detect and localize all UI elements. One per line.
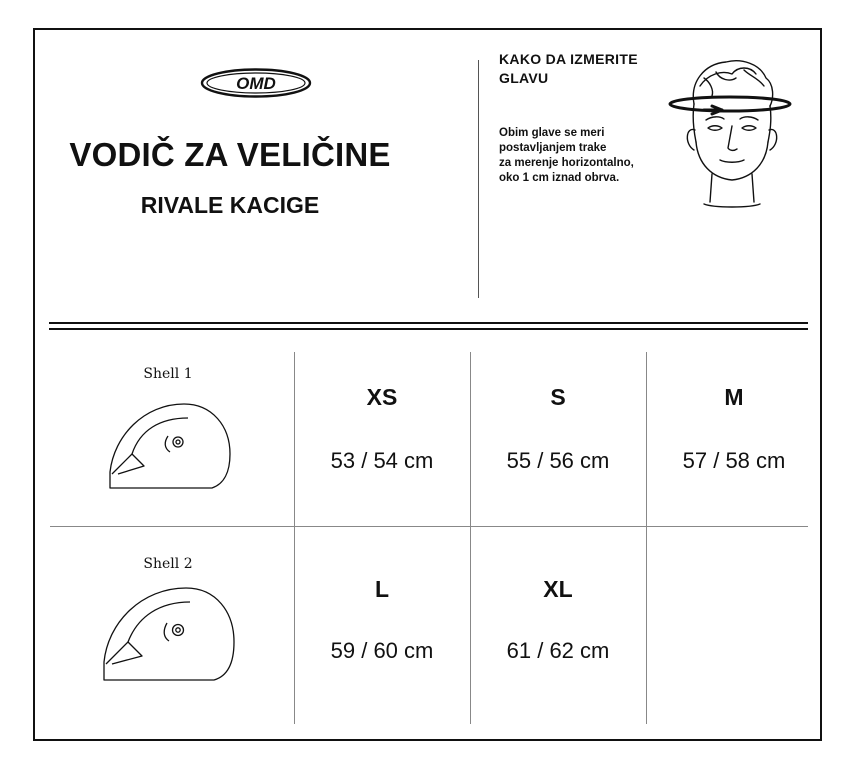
measure-title bbox=[499, 50, 669, 88]
grid-line-horizontal bbox=[50, 526, 808, 527]
head-measuring-tape-icon bbox=[664, 52, 796, 210]
omd-logo bbox=[200, 68, 312, 98]
helmet-icon bbox=[98, 580, 240, 684]
shell-label: Shell 1 bbox=[143, 366, 193, 382]
measure-text-line: za merenje horizontalno, bbox=[499, 157, 634, 169]
measure-text-line: postavljanjem trake bbox=[499, 142, 607, 154]
size-label: S bbox=[550, 384, 566, 410]
size-label: XL bbox=[543, 576, 573, 602]
section-divider-bottom bbox=[49, 328, 808, 330]
size-value: 55 / 56 cm bbox=[506, 448, 610, 473]
header-divider bbox=[478, 60, 479, 298]
helmet-icon bbox=[104, 396, 236, 492]
size-value: 59 / 60 cm bbox=[330, 638, 434, 663]
size-value: 61 / 62 cm bbox=[506, 638, 610, 663]
size-label: M bbox=[724, 384, 744, 410]
measure-instructions bbox=[499, 126, 669, 186]
size-value: 53 / 54 cm bbox=[330, 448, 434, 473]
section-divider-top bbox=[49, 322, 808, 324]
logo-text: OMD bbox=[236, 74, 276, 93]
measure-text-line: oko 1 cm iznad obrva. bbox=[499, 172, 620, 184]
size-label: L bbox=[374, 576, 390, 602]
shell-label: Shell 2 bbox=[143, 556, 193, 572]
page-title: VODIČ ZA VELIČINE bbox=[69, 136, 391, 173]
size-value: 57 / 58 cm bbox=[682, 448, 786, 473]
measure-title-line1: KAKO DA IZMERITE bbox=[499, 51, 638, 67]
size-label: XS bbox=[366, 384, 398, 410]
measure-title-line2: GLAVU bbox=[499, 70, 549, 86]
measure-text-line: Obim glave se meri bbox=[499, 127, 605, 139]
page-subtitle: RIVALE KACIGE bbox=[140, 192, 320, 218]
